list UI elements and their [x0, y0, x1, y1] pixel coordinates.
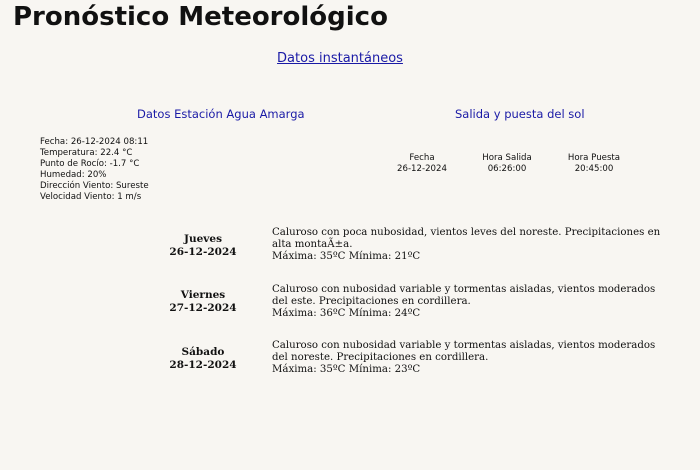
page-title: Pronóstico Meteorológico: [13, 2, 388, 32]
station-dew-point: Punto de Rocío: -1.7 °C: [40, 159, 140, 169]
forecast-day-name: Jueves: [184, 233, 222, 245]
forecast-day-name: Viernes: [180, 289, 226, 301]
instant-data-link[interactable]: Datos instantáneos: [277, 51, 403, 66]
forecast-day-date: 26-12-2024: [169, 246, 237, 258]
sun-column-sunrise: [462, 153, 552, 175]
forecast-day-2: [160, 289, 246, 315]
station-data: [40, 137, 149, 203]
station-date: Fecha: 26-12-2024 08:11: [40, 137, 149, 147]
sunrise-label: Hora Salida: [482, 153, 532, 163]
sun-date-label: Fecha: [409, 153, 435, 163]
forecast-text-3: [272, 340, 667, 376]
station-section-title: Datos Estación Agua Amarga: [137, 107, 305, 121]
forecast-day-1: [160, 233, 246, 259]
forecast-temps: Máxima: 36ºC Mínima: 24ºC: [272, 308, 421, 319]
forecast-text-2: [272, 284, 667, 320]
forecast-day-date: 28-12-2024: [169, 359, 237, 371]
sun-section-title: Salida y puesta del sol: [455, 107, 585, 121]
sun-column-sunset: [549, 153, 639, 175]
forecast-day-name: Sábado: [181, 346, 225, 358]
station-wind-direction: Dirección Viento: Sureste: [40, 181, 149, 191]
forecast-day-3: [160, 346, 246, 372]
sunset-label: Hora Puesta: [567, 153, 621, 163]
forecast-temps: Máxima: 35ºC Mínima: 23ºC: [272, 364, 421, 375]
forecast-description: Caluroso con nubosidad variable y tormentas aisladas, vientos moderados del este. Precipitaciones en cordillera.: [272, 284, 656, 307]
station-humidity: Humedad: 20%: [40, 170, 107, 180]
sunrise-value: 06:26:00: [487, 164, 527, 174]
station-wind-speed: Velocidad Viento: 1 m/s: [40, 192, 142, 202]
forecast-text-1: [272, 227, 667, 263]
sunset-value: 20:45:00: [574, 164, 614, 174]
forecast-temps: Máxima: 35ºC Mínima: 21ºC: [272, 251, 421, 262]
forecast-day-date: 27-12-2024: [169, 302, 237, 314]
forecast-description: Caluroso con poca nubosidad, vientos leves del noreste. Precipitaciones en alta montaÃ±a.: [272, 227, 661, 250]
station-temperature: Temperatura: 22.4 °C: [40, 148, 133, 158]
forecast-description: Caluroso con nubosidad variable y tormentas aisladas, vientos moderados del noreste. Precipitaciones en cordillera.: [272, 340, 656, 363]
top-link-container: [0, 51, 680, 66]
sun-date-value: 26-12-2024: [397, 164, 447, 174]
sun-column-date: [377, 153, 467, 175]
